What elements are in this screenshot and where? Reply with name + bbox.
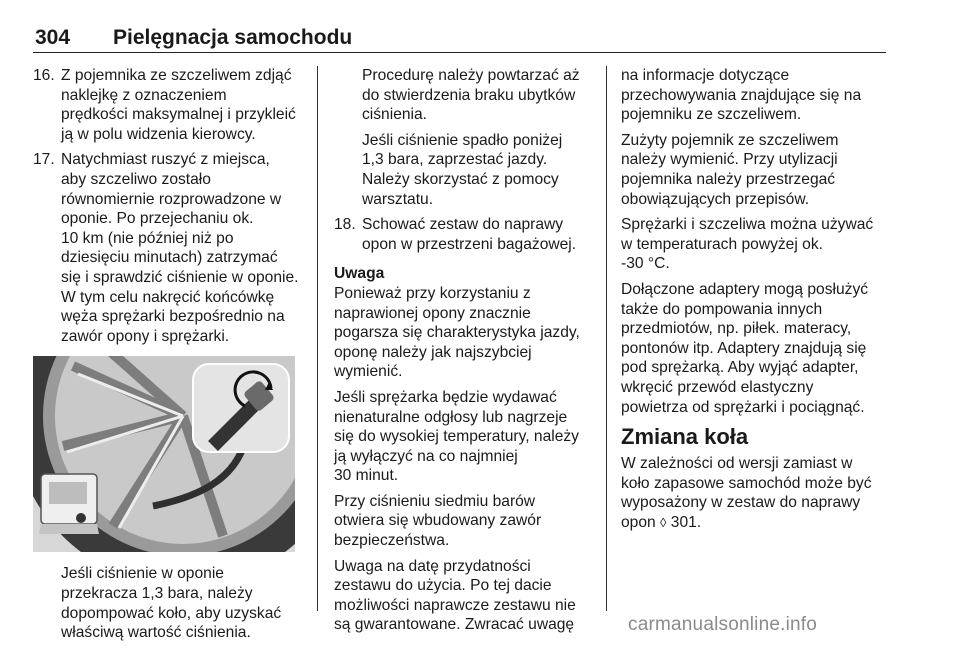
- text-line: -30 °C.: [621, 255, 670, 273]
- column-3: [621, 66, 917, 538]
- text-line: także do pompowania innych: [621, 300, 823, 318]
- text-line: równomiernie rozprowadzone w: [61, 190, 282, 208]
- text-line: ją wyłączyć na co najmniej: [334, 447, 518, 465]
- text-line: wymienić.: [334, 363, 403, 381]
- text-line: pogarsza się charakterystyka jazdy,: [334, 324, 580, 342]
- paragraph: [621, 280, 917, 417]
- text-line: opon w przestrzeni bagażowej.: [362, 235, 577, 253]
- paragraph: [621, 66, 917, 125]
- text-line: do stwierdzenia braku ubytków: [362, 86, 576, 104]
- text-line: wyposażony w zestaw do naprawy: [621, 494, 861, 512]
- text-line: ciśnienia.: [362, 106, 428, 124]
- text-line: Z pojemnika ze szczeliwem zdjąć: [61, 67, 292, 84]
- text-line: Procedurę należy powtarzać aż: [362, 67, 580, 84]
- text-line: Jeśli sprężarka będzie wydawać: [334, 388, 557, 406]
- text-line: się do wysokiej temperatury, należy: [334, 428, 579, 446]
- page-number: 304: [35, 26, 71, 49]
- step-18: [334, 215, 596, 254]
- text-line: oponę należy jak najszybciej: [334, 343, 532, 361]
- text-line: powietrza od sprężarki i pociągnąć.: [621, 398, 865, 416]
- step-17-text: [61, 150, 303, 346]
- text-line: wkręcić przewód elastyczny: [621, 378, 814, 396]
- text-line: Przy ciśnieniu siedmiu barów: [334, 492, 536, 510]
- note-heading: Uwaga: [334, 265, 385, 283]
- text-line: naklejkę z oznaczeniem: [61, 86, 227, 104]
- text-line: Schować zestaw do naprawy: [362, 216, 564, 234]
- note-paragraph: [334, 557, 596, 635]
- text-line: na informacje dotyczące: [621, 67, 790, 84]
- text-line: prędkości maksymalnej i przykleić: [61, 106, 296, 124]
- column-1: [33, 66, 303, 649]
- text-fragment: opon: [621, 513, 661, 531]
- text-line: 30 minut.: [334, 467, 399, 485]
- text-line: warsztatu.: [362, 190, 434, 208]
- text-line: zestawu do użycia. Po tej dacie: [334, 577, 552, 595]
- text-line: węża sprężarki bezpośrednio na: [61, 308, 285, 326]
- column-divider-1: [317, 66, 318, 611]
- text-line: bezpieczeństwa.: [334, 532, 450, 550]
- page-reference-icon: ◊: [660, 514, 667, 530]
- text-line: możliwości naprawcze zestawu nie: [334, 596, 576, 614]
- page-header: [33, 26, 886, 53]
- text-line: są gwarantowane. Zwracać uwagę: [334, 616, 575, 634]
- text-line: dziesięciu minutach) zatrzymać: [61, 249, 278, 267]
- text-line: zawór opony i sprężarki.: [61, 327, 230, 345]
- text-line: pojemnika należy przestrzegać: [621, 170, 836, 188]
- text-line: właściwą wartość ciśnienia.: [61, 624, 251, 642]
- step-17: [33, 150, 303, 346]
- note-paragraph: [334, 388, 596, 486]
- text-line: Ponieważ przy korzystaniu z: [334, 284, 531, 302]
- column-divider-2: [606, 66, 607, 611]
- text-line: [621, 513, 917, 533]
- step-16-text: [61, 66, 303, 144]
- text-line: W zależności od wersji zamiast w: [621, 455, 853, 473]
- pressure-note: [33, 564, 303, 642]
- text-line: przekracza 1,3 bara, należy: [61, 584, 253, 602]
- text-line: obowiązujących przepisów.: [621, 190, 810, 208]
- page-reference-link[interactable]: 301.: [666, 513, 702, 531]
- text-line: oponie. Po przejechaniu ok.: [61, 210, 254, 228]
- section-heading: Zmiana koła: [621, 424, 749, 450]
- text-line: w temperaturach powyżej ok.: [621, 235, 823, 253]
- text-line: otwiera się wbudowany zawór: [334, 512, 542, 530]
- text-line: ją w polu widzenia kierowcy.: [61, 125, 256, 143]
- paragraph: [334, 131, 596, 209]
- column-2: [334, 66, 596, 641]
- text-line: dopompować koło, aby uzyskać: [61, 604, 282, 622]
- compressor-illustration: [33, 356, 295, 552]
- text-line: należy wymienić. Przy utylizacji: [621, 151, 838, 169]
- text-line: 1,3 bara, zaprzestać jazdy.: [362, 151, 548, 169]
- text-line: naprawionej opony znacznie: [334, 304, 531, 322]
- step-18-text: [362, 215, 596, 254]
- text-line: Jeśli ciśnienie w oponie: [61, 565, 224, 583]
- text-line: pontonów itp. Adaptery znajdują się: [621, 339, 867, 357]
- text-line: pojemniku ze szczeliwem.: [621, 106, 802, 124]
- paragraph: [621, 131, 917, 209]
- text-line: koło zapasowe samochód może być: [621, 474, 872, 492]
- text-line: aby szczeliwo zostało: [61, 170, 211, 188]
- text-line: Uwaga na datę przydatności: [334, 557, 531, 575]
- paragraph: [621, 454, 917, 532]
- text-line: Zużyty pojemnik ze szczeliwem: [621, 131, 839, 149]
- step-number: 16.: [33, 67, 55, 84]
- text-line: Jeśli ciśnienie spadło poniżej: [362, 131, 563, 149]
- step-16: [33, 66, 303, 144]
- text-line: W tym celu nakręcić końcówkę: [61, 288, 275, 306]
- text-line: Należy skorzystać z pomocy: [362, 170, 559, 188]
- paragraph: [334, 66, 596, 125]
- text-line: się i sprawdzić ciśnienie w oponie.: [61, 268, 299, 286]
- text-line: Dołączone adaptery mogą posłużyć: [621, 280, 869, 298]
- text-line: Sprężarki i szczeliwa można używać: [621, 216, 874, 234]
- tire-compressor-figure: [33, 356, 295, 552]
- paragraph: [621, 215, 917, 274]
- step-number: 18.: [334, 216, 356, 234]
- text-line: pod sprężarką. Aby wyjąć adapter,: [621, 359, 859, 377]
- text-line: nienaturalne odgłosy lub nagrzeje: [334, 408, 568, 426]
- text-line: Natychmiast ruszyć z miejsca,: [61, 151, 270, 169]
- text-line: 10 km (nie później niż po: [61, 229, 234, 247]
- watermark: carmanualsonline.info: [628, 614, 818, 635]
- chapter-title: Pielęgnacja samochodu: [113, 26, 353, 49]
- note-paragraph: [334, 284, 596, 382]
- text-line: przedmiotów, np. piłek. materacy,: [621, 320, 852, 338]
- note-paragraph: [334, 492, 596, 551]
- step-number: 17.: [33, 151, 55, 169]
- text-line: przechowywania znajdujące się na: [621, 86, 862, 104]
